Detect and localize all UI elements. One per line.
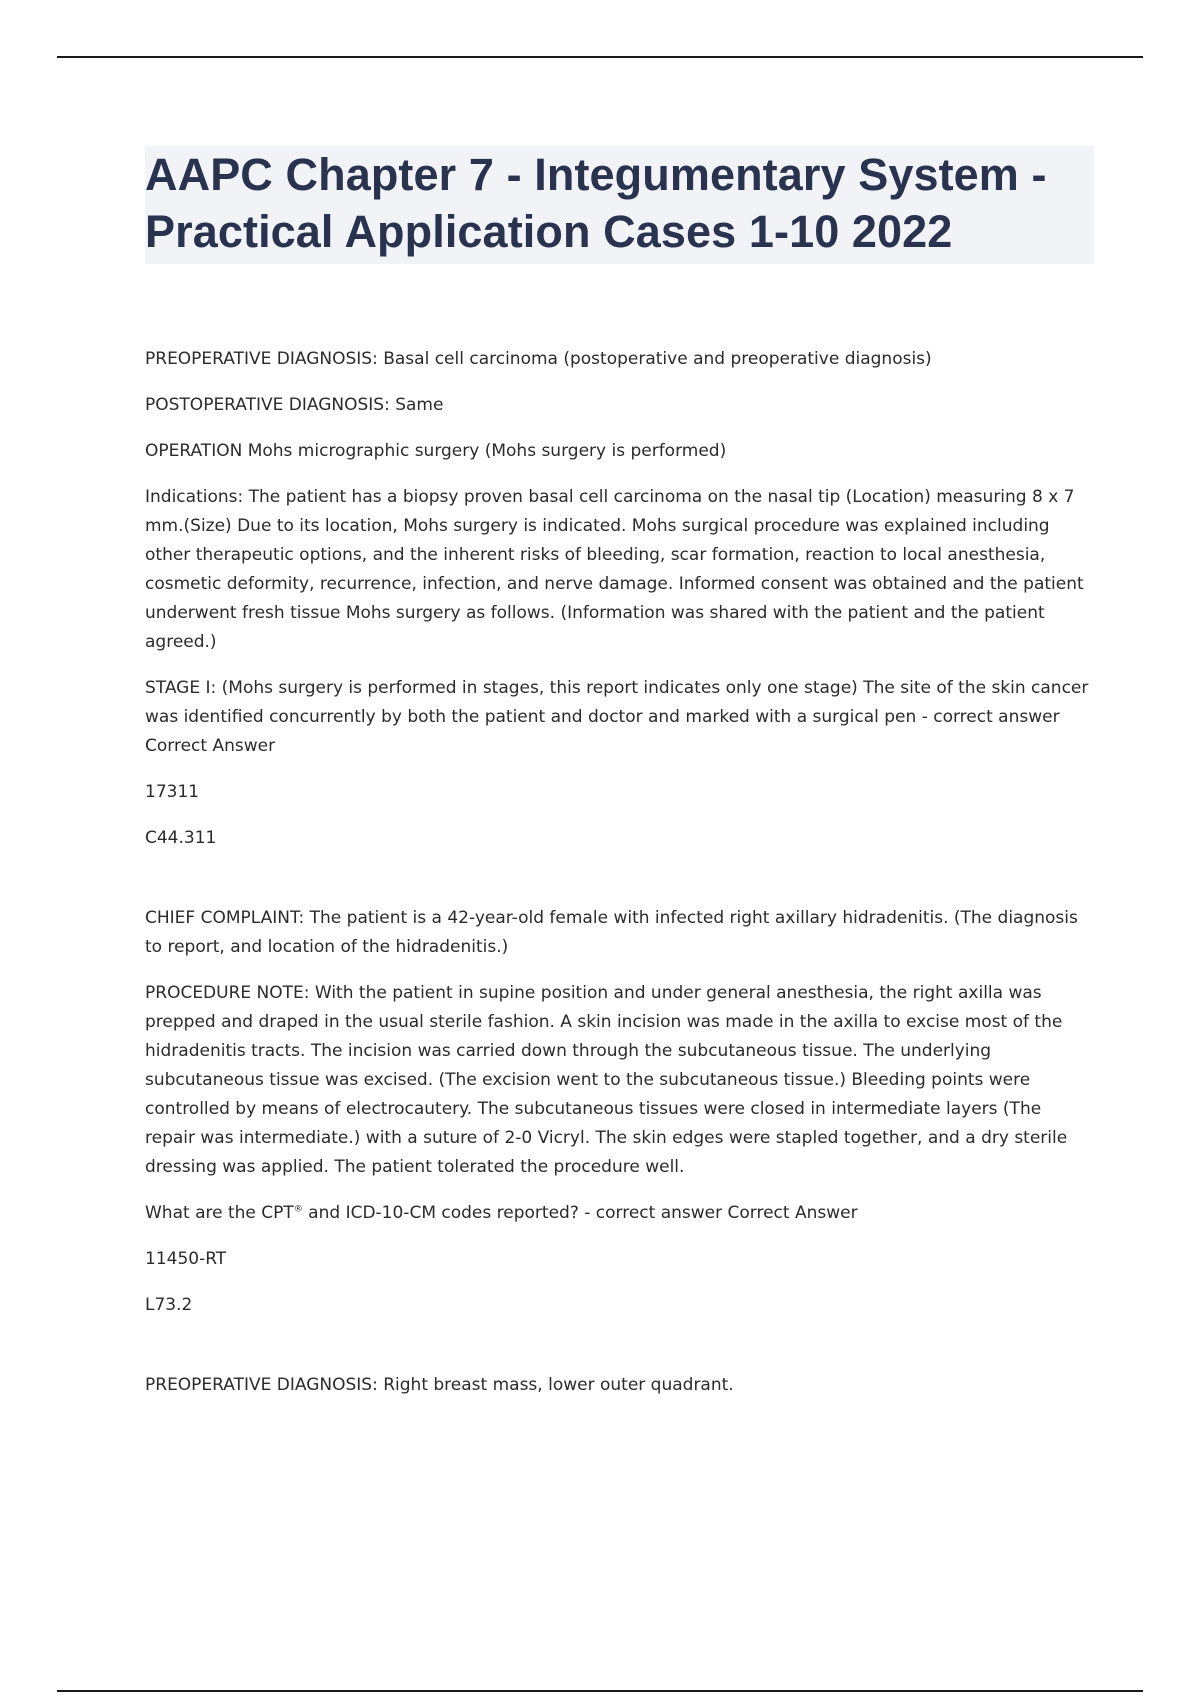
bottom-rule	[57, 1690, 1143, 1692]
case3-preop: PREOPERATIVE DIAGNOSIS: Right breast mass, lower outer quadrant.	[145, 1375, 734, 1395]
case1-stage: STAGE I: (Mohs surgery is performed in stages, this report indicates only one stage) The site of the skin cancer was identified concurrently by both the patient and doctor and marked with a surgical pen - correct answer Correct Answer	[145, 678, 1089, 756]
case1-indications: Indications: The patient has a biopsy proven basal cell carcinoma on the nasal tip (Location) measuring 8 x 7 mm.(Size) Due to its location, Mohs surgery is indicated. Mohs surgical procedure was explained including other therapeutic options, and the inherent risks of bleeding, scar formation, reaction to local anesthesia, cosmetic deformity, recurrence, infection, and nerve damage. Informed consent was obtained and the patient underwent fresh tissue Mohs surgery as follows. (Information was shared with the patient and the patient agreed.)	[145, 487, 1084, 652]
registered-mark: ®	[293, 1204, 303, 1215]
case2-question	[145, 1199, 1090, 1228]
case1-answer-cpt: 17311	[145, 782, 200, 802]
case1-answer-icd: C44.311	[145, 828, 217, 848]
document-body	[145, 345, 1090, 1417]
document-title: AAPC Chapter 7 - Integumentary System - Practical Application Cases 1-10 2022	[145, 149, 1047, 257]
case1-preop: PREOPERATIVE DIAGNOSIS: Basal cell carcinoma (postoperative and preoperative diagnosis)	[145, 349, 932, 369]
case2-chief-complaint: CHIEF COMPLAINT: The patient is a 42-year-old female with infected right axillary hidradenitis. (The diagnosis to report, and location of the hidradenitis.)	[145, 908, 1078, 957]
case-separator	[145, 1337, 1090, 1371]
case2-answer-icd: L73.2	[145, 1295, 193, 1315]
case2-procedure-note: PROCEDURE NOTE: With the patient in supine position and under general anesthesia, the right axilla was prepped and draped in the usual sterile fashion. A skin incision was made in the axilla to excise most of the hidradenitis tracts. The incision was carried down through the subcutaneous tissue. The underlying subcutaneous tissue was excised. (The excision went to the subcutaneous tissue.) Bleeding points were controlled by means of electrocautery. The subcutaneous tissues were closed in intermediate layers (The repair was intermediate.) with a suture of 2-0 Vicryl. The skin edges were stapled together, and a dry sterile dressing was applied. The patient tolerated the procedure well.	[145, 983, 1068, 1177]
case-separator	[145, 870, 1090, 904]
case2-question-suffix: and ICD-10-CM codes reported? - correct answer Correct Answer	[302, 1203, 858, 1223]
top-rule	[57, 56, 1143, 58]
case2-answer-cpt: 11450-RT	[145, 1249, 227, 1269]
case1-operation: OPERATION Mohs micrographic surgery (Mohs surgery is performed)	[145, 441, 727, 461]
case2-question-prefix: What are the CPT	[145, 1203, 294, 1223]
case1-postop: POSTOPERATIVE DIAGNOSIS: Same	[145, 395, 444, 415]
title-block	[145, 146, 1094, 264]
